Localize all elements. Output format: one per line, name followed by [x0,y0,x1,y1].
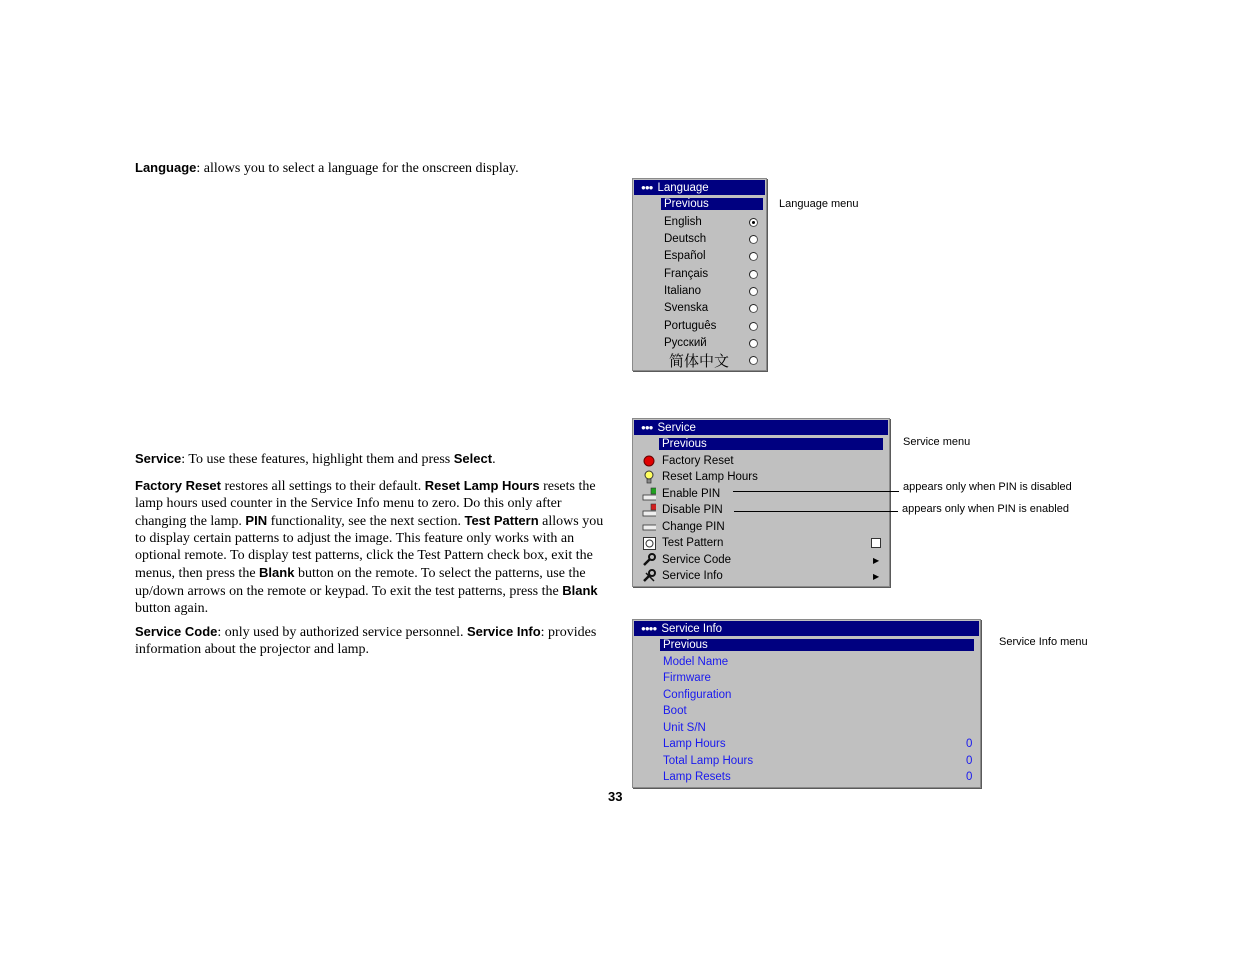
info-label: Configuration [663,689,732,701]
language-menu-title: Language [657,181,709,194]
pin-term: PIN [245,513,268,528]
language-label: Русский [664,337,707,349]
service-code-paragraph [135,623,605,658]
radio-icon[interactable] [749,356,758,365]
language-option-francais[interactable] [633,266,766,282]
service-menu-title: Service [657,421,696,434]
service-info-menu-caption: Service Info menu [999,636,1088,648]
menu-item-reset-lamp-hours[interactable] [633,469,889,485]
language-menu-titlebar [634,180,765,195]
service-menu-titlebar [634,420,888,435]
enable-pin-note: appears only when PIN is disabled [903,481,1072,493]
test-pattern-icon [642,536,656,550]
info-label: Unit S/N [663,722,706,734]
menu-item-change-pin[interactable] [633,519,889,535]
radio-icon[interactable] [749,304,758,313]
test-pattern-checkbox[interactable] [871,538,881,548]
blank-term-2: Blank [562,583,598,598]
language-label: Français [664,268,709,280]
radio-icon[interactable] [749,235,758,244]
radio-icon[interactable] [749,270,758,279]
language-label: Español [664,250,706,262]
info-label: Model Name [663,656,729,668]
info-value: 0 [966,771,973,783]
radio-selected-icon[interactable] [749,218,758,227]
menu-item-service-code[interactable] [633,552,889,568]
info-row-lamp-hours [633,736,980,752]
language-label: Italiano [664,285,702,297]
info-row-model-name [633,654,980,670]
red-circle-icon [642,454,656,468]
menu-item-label: Service Code [662,554,732,566]
factory-reset-term: Factory Reset [135,478,221,493]
wrench-icon [642,553,656,567]
enable-pin-leader-line [733,491,899,492]
menu-item-previous[interactable] [633,637,980,653]
previous-label: Previous [660,639,974,651]
info-row-firmware [633,670,980,686]
menu-item-test-pattern[interactable] [633,535,889,551]
language-menu-caption: Language menu [779,198,859,210]
menu-item-service-info[interactable] [633,568,889,584]
language-option-english[interactable] [633,214,766,230]
lightbulb-icon [642,470,656,484]
language-option-svenska[interactable] [633,300,766,316]
menu-level-dots-icon: ●●● [641,423,653,432]
menu-item-label: Service Info [662,570,723,582]
projector-pin-icon [642,487,656,501]
service-info-term: Service Info [466,624,541,639]
info-value: 0 [966,755,973,767]
projector-pin-icon [642,503,656,517]
info-row-configuration [633,687,980,703]
blank-text: button on the remote. To select the patterns, use the up/down arrows on the remote or keypad. To exit the test patterns, press the [135,566,586,599]
language-term: Language [135,160,197,175]
service-info-menu-title: Service Info [661,622,723,635]
menu-level-dots-icon: ●●● [641,183,653,192]
service-description-end: . [492,452,496,467]
info-label: Lamp Hours [663,738,726,750]
service-info-menu [632,619,981,788]
service-code-text: : only used by authorized service personnel. [217,625,467,640]
blank-text-2: button again. [135,601,209,616]
menu-item-enable-pin[interactable] [633,486,889,502]
blank-term: Blank [259,565,295,580]
page-number: 33 [608,789,623,804]
language-label: 简体中文 [669,352,730,370]
service-info-menu-titlebar [634,621,979,636]
language-label: Português [664,320,717,332]
info-label: Total Lamp Hours [663,755,754,767]
language-option-portugues[interactable] [633,318,766,334]
reset-lamp-hours-term: Reset Lamp Hours [424,478,540,493]
disable-pin-leader-line [734,511,898,512]
radio-icon[interactable] [749,322,758,331]
radio-icon[interactable] [749,252,758,261]
language-paragraph [135,159,605,177]
service-paragraph [135,450,605,468]
reset-lamp-hours-text: resets the lamp hours used counter in the Service Info menu to zero. Do this only after changing the lamp. [135,479,596,529]
previous-label: Previous [659,438,883,450]
menu-item-previous[interactable] [633,436,889,452]
info-label: Boot [663,705,687,717]
menu-item-label: Factory Reset [662,455,734,467]
menu-item-label: Enable PIN [662,488,721,500]
info-value: 0 [966,738,973,750]
wrench-screwdriver-icon [642,569,656,583]
test-pattern-text: allows you to display certain patterns to adjust the image. This feature only works with an optional remote. To display test patterns, click the Test Pattern check box, exit the menus, then press the [135,514,604,581]
language-option-deutsch[interactable] [633,231,766,247]
info-row-boot [633,703,980,719]
language-option-espanol[interactable] [633,248,766,264]
service-menu [632,418,890,587]
language-label: English [664,216,702,228]
pin-text: functionality, see the next section. [267,514,465,529]
submenu-arrow-icon: ▶ [873,555,880,565]
service-info-text: : provides information about the projector and lamp. [135,625,597,657]
submenu-arrow-icon: ▶ [873,571,880,581]
language-menu [632,178,767,371]
language-label: Svenska [664,302,709,314]
projector-pin-icon [642,520,656,534]
service-term: Service [135,451,182,466]
test-pattern-term: Test Pattern [464,513,539,528]
language-label: Deutsch [664,233,707,245]
menu-item-label: Reset Lamp Hours [662,471,758,483]
menu-item-disable-pin[interactable] [633,502,889,518]
menu-level-dots-icon: ●●●● [641,624,657,633]
info-label: Lamp Resets [663,771,731,783]
disable-pin-note: appears only when PIN is enabled [902,503,1069,515]
menu-item-label: Disable PIN [662,504,723,516]
language-description: : allows you to select a language for the onscreen display. [196,161,519,176]
menu-item-factory-reset[interactable] [633,453,889,469]
menu-item-previous[interactable] [633,196,766,212]
info-row-total-lamp-hours [633,753,980,769]
menu-item-label: Test Pattern [662,537,724,549]
factory-reset-paragraph [135,477,605,617]
radio-icon[interactable] [749,287,758,296]
previous-label: Previous [661,198,763,210]
info-row-unit-sn [633,720,980,736]
service-code-term: Service Code [135,624,218,639]
select-term: Select [453,451,493,466]
service-description: : To use these features, highlight them and press [181,452,454,467]
language-option-italiano[interactable] [633,283,766,299]
radio-icon[interactable] [749,339,758,348]
info-label: Firmware [663,672,711,684]
factory-reset-text: restores all settings to their default. [220,479,425,494]
info-row-lamp-resets [633,769,980,785]
menu-item-label: Change PIN [662,521,725,533]
language-option-chinese[interactable] [633,352,766,368]
service-menu-caption: Service menu [903,436,971,448]
